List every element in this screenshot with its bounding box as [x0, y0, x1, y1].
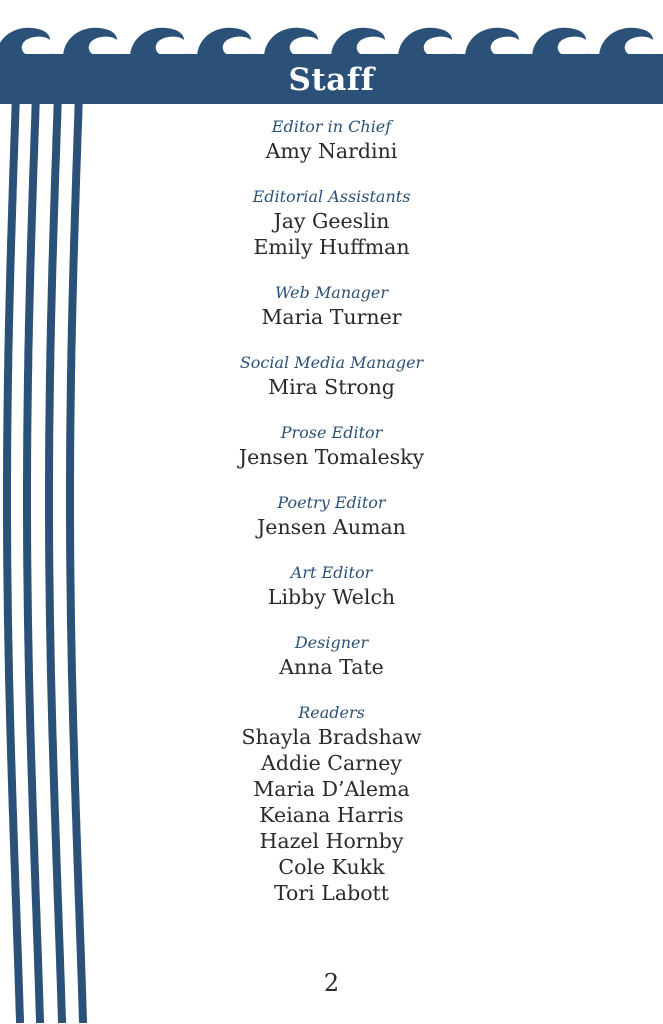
staff-section	[0, 422, 663, 470]
role-title: Designer	[294, 633, 369, 652]
role-title: Editorial Assistants	[252, 187, 411, 206]
staff-name: Emily Huffman	[253, 235, 410, 259]
staff-name: Maria D’Alema	[253, 777, 410, 801]
wave-crest	[398, 28, 465, 58]
role-title: Art Editor	[290, 563, 373, 582]
staff-section	[0, 632, 663, 680]
staff-name: Jensen Auman	[257, 515, 406, 539]
role-title: Readers	[298, 703, 365, 722]
staff-name: Addie Carney	[261, 751, 402, 775]
staff-name: Amy Nardini	[265, 139, 398, 163]
staff-name: Hazel Hornby	[259, 829, 404, 853]
staff-list	[0, 116, 663, 928]
role-title: Web Manager	[274, 283, 389, 302]
role-title: Poetry Editor	[277, 493, 386, 512]
wave-crest	[197, 28, 264, 58]
staff-name: Maria Turner	[261, 305, 402, 329]
role-title: Social Media Manager	[239, 353, 424, 372]
page-number: 2	[323, 969, 340, 997]
wave-crest	[532, 28, 599, 58]
staff-name: Anna Tate	[279, 655, 384, 679]
staff-name: Shayla Bradshaw	[241, 725, 422, 749]
wave-crest	[130, 28, 197, 58]
wave-crest	[63, 28, 130, 58]
staff-section	[0, 116, 663, 164]
wave-crest	[0, 28, 63, 58]
staff-section	[0, 702, 663, 906]
staff-name: Keiana Harris	[259, 803, 404, 827]
wave-crest	[599, 28, 663, 58]
page-title: Staff	[288, 62, 375, 98]
staff-section	[0, 186, 663, 260]
staff-name: Cole Kukk	[278, 855, 385, 879]
wave-crest	[465, 28, 532, 58]
staff-section	[0, 562, 663, 610]
staff-section	[0, 282, 663, 330]
staff-section	[0, 352, 663, 400]
staff-name: Jay Geeslin	[273, 209, 390, 233]
role-title: Prose Editor	[280, 423, 383, 442]
staff-name: Tori Labott	[273, 881, 390, 905]
staff-name: Libby Welch	[267, 585, 396, 609]
wave-crest	[331, 28, 398, 58]
wave-crest	[264, 28, 331, 58]
staff-name: Mira Strong	[268, 375, 395, 399]
staff-name: Jensen Tomalesky	[238, 445, 425, 469]
role-title: Editor in Chief	[271, 117, 392, 136]
staff-section	[0, 492, 663, 540]
